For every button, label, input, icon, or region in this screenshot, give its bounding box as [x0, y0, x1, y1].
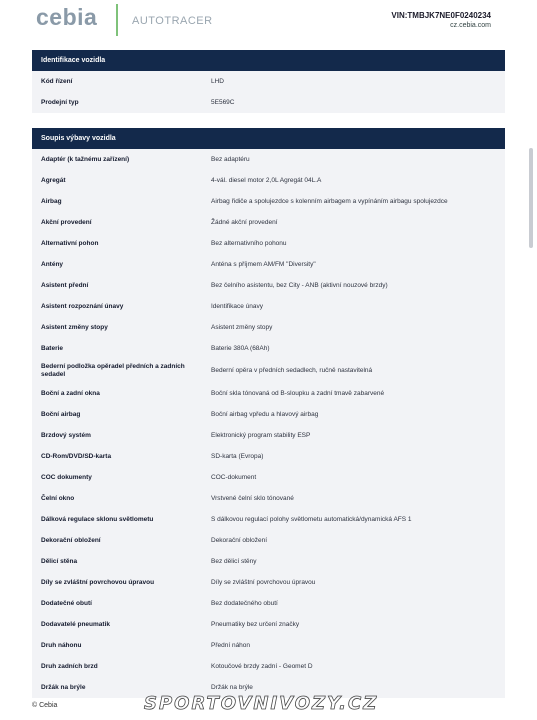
table-row: [32, 191, 505, 212]
row-value: SD-karta (Evropa): [211, 452, 264, 460]
table-row: [32, 614, 505, 635]
row-label: Boční a zadní okna: [41, 389, 100, 397]
table-row: [32, 149, 505, 170]
row-value: Bez dodatečného obutí: [211, 599, 278, 607]
row-label: Čelní okno: [41, 494, 75, 502]
row-label: Dělicí stěna: [41, 557, 78, 565]
row-value: Anténa s příjmem AM/FM "Diversity": [211, 260, 316, 268]
row-value: COC-dokument: [211, 473, 257, 481]
autotracer-logo: AUTOTRACER: [132, 15, 213, 27]
table-row: [32, 92, 505, 113]
row-value: Kotoučové brzdy zadní - Geomet D: [211, 662, 313, 670]
table-row: [32, 71, 505, 92]
row-label: Prodejní typ: [41, 98, 79, 106]
row-label: Brzdový systém: [41, 431, 91, 439]
row-value: 4-vál. diesel motor 2,0L Agregát 04L.A: [211, 176, 322, 184]
table-row: [32, 233, 505, 254]
row-label: Airbag: [41, 197, 62, 205]
row-value: Žádné akční provedení: [211, 218, 278, 226]
equipment-title: Soupis výbavy vozidla: [32, 128, 505, 149]
table-row: [32, 359, 505, 383]
row-label: Akční provedení: [41, 218, 92, 226]
row-value: Elektronický program stability ESP: [211, 431, 311, 439]
logo-divider: [116, 4, 118, 36]
row-value: Bez alternativního pohonu: [211, 239, 287, 247]
table-row: [32, 593, 505, 614]
identification-section: [32, 50, 505, 113]
row-value: Bederní opěra v předních sedadlech, ručně nastavitelná: [211, 366, 373, 374]
table-row: [32, 656, 505, 677]
row-label: Dálková regulace sklonu světlometu: [41, 515, 154, 523]
table-row: [32, 212, 505, 233]
row-value: Baterie 380A (68Ah): [211, 344, 270, 352]
watermark: SPORTOVNIVOZY.CZ: [144, 693, 379, 714]
row-value: Díly se zvláštní povrchovou úpravou: [211, 578, 316, 586]
row-value: Přední náhon: [211, 641, 251, 649]
row-value: Dekorační obložení: [211, 536, 268, 544]
identification-title: Identifikace vozidla: [32, 50, 505, 71]
table-row: [32, 275, 505, 296]
table-row: [32, 509, 505, 530]
row-label: Dodavatelé pneumatik: [41, 620, 110, 628]
table-row: [32, 467, 505, 488]
table-row: [32, 551, 505, 572]
row-label: Dodatečné obutí: [41, 599, 92, 607]
table-row: [32, 254, 505, 275]
table-row: [32, 404, 505, 425]
row-value: Vrstvené čelní sklo tónované: [211, 494, 294, 502]
row-value: Boční airbag vpředu a hlavový airbag: [211, 410, 319, 418]
row-label: CD-Rom/DVD/SD-karta: [41, 452, 112, 460]
vin-number: VIN:TMBJK7NE0F0240234: [391, 11, 491, 20]
row-label: Antény: [41, 260, 64, 268]
row-label: Díly se zvláštní povrchovou úpravou: [41, 578, 155, 586]
table-row: [32, 488, 505, 509]
row-value: Bez adaptéru: [211, 155, 250, 163]
row-label: Asistent rozpoznání únavy: [41, 302, 124, 310]
row-value: Pneumatiky bez určení značky: [211, 620, 300, 628]
row-value: Bez dělicí stěny: [211, 557, 257, 565]
row-label: Boční airbag: [41, 410, 81, 418]
table-row: [32, 530, 505, 551]
row-value: Boční skla tónovaná od B-sloupku a zadní tmavě zabarvené: [211, 389, 385, 397]
row-label: Druh náhonu: [41, 641, 82, 649]
table-row: [32, 296, 505, 317]
copyright: © Cebia: [32, 702, 58, 709]
report-header: [0, 0, 537, 44]
table-row: [32, 425, 505, 446]
table-row: [32, 383, 505, 404]
cebia-logo: cebia: [36, 4, 98, 30]
table-row: [32, 317, 505, 338]
row-label: Asistent změny stopy: [41, 323, 108, 331]
row-label: COC dokumenty: [41, 473, 92, 481]
row-label: Agregát: [41, 176, 66, 184]
table-row: [32, 635, 505, 656]
row-label: Alternativní pohon: [41, 239, 99, 247]
row-label: Držák na brýle: [41, 683, 86, 691]
table-row: [32, 446, 505, 467]
scrollbar[interactable]: [529, 148, 533, 248]
table-row: [32, 338, 505, 359]
row-value: Identifikace únavy: [211, 302, 264, 310]
row-value: S dálkovou regulací polohy světlometu automatická/dynamická AFS 1: [211, 515, 412, 523]
site-link[interactable]: cz.cebia.com: [450, 22, 491, 29]
row-label: Baterie: [41, 344, 64, 352]
table-row: [32, 170, 505, 191]
row-value: 5E569C: [211, 98, 235, 106]
row-label: Dekorační obložení: [41, 536, 101, 544]
row-value: Asistent změny stopy: [211, 323, 273, 331]
row-label: Druh zadních brzd: [41, 662, 98, 670]
row-value: Bez čelního asistentu, bez City - ANB (aktivní nouzové brzdy): [211, 281, 388, 289]
row-label: Adaptér (k tažnému zařízení): [41, 155, 130, 163]
row-value: LHD: [211, 77, 225, 85]
equipment-section: [32, 128, 505, 698]
row-value: Držák na brýle: [211, 683, 253, 691]
row-label: Asistent přední: [41, 281, 89, 289]
row-label: Bederní podložka opěradel předních a zadních sedadel: [41, 362, 185, 378]
row-label: Kód řízení: [41, 77, 73, 85]
row-value: Airbag řidiče a spolujezdce s kolenním airbagem a vypínáním airbagu spolujezdce: [211, 197, 448, 205]
table-row: [32, 572, 505, 593]
